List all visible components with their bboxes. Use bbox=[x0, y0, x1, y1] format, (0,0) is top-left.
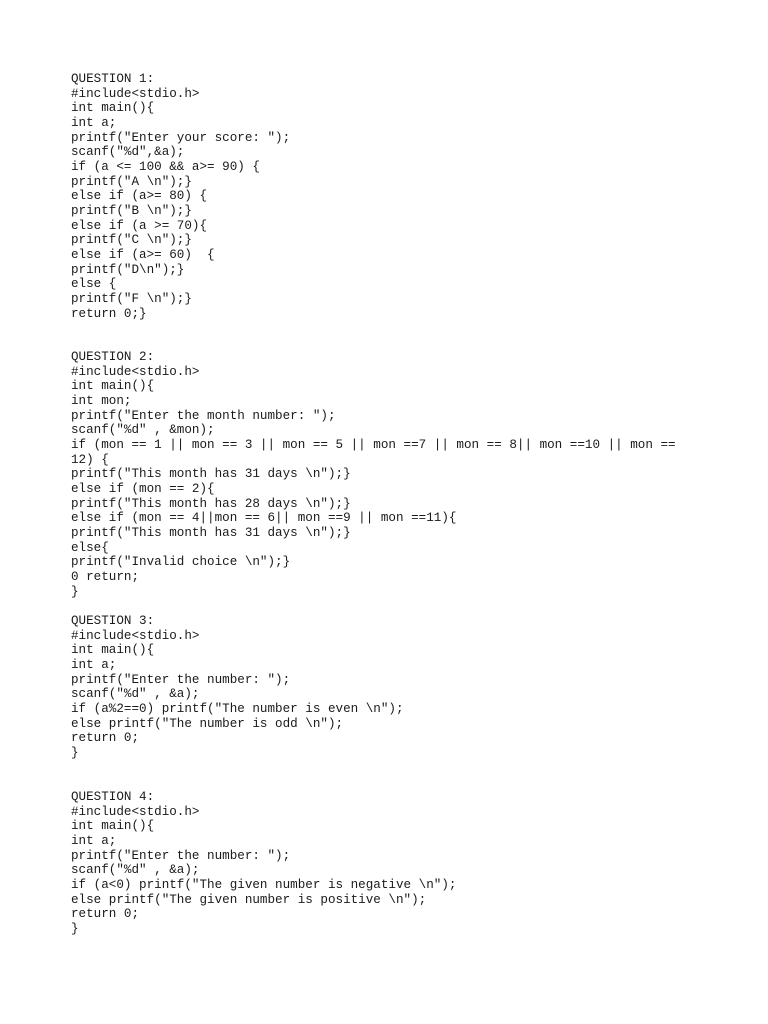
code-line: else if (a >= 70){ bbox=[71, 218, 208, 233]
code-line: int a; bbox=[71, 115, 117, 130]
code-line: int a; bbox=[71, 833, 117, 848]
question-heading: QUESTION 1: bbox=[71, 72, 155, 86]
code-line: int main(){ bbox=[71, 379, 155, 394]
code-line: else if (a>= 60) { bbox=[71, 247, 215, 262]
code-line: int main(){ bbox=[71, 101, 155, 116]
code-line: else printf("The given number is positive \n"); bbox=[71, 892, 427, 907]
code-line: scanf("%d" , &a); bbox=[71, 863, 200, 878]
code-line: printf("F \n");} bbox=[71, 291, 192, 306]
code-line: if (a<0) printf("The given number is negative \n"); bbox=[71, 877, 457, 892]
question-3-code-block bbox=[71, 614, 404, 761]
code-line: printf("Enter your score: "); bbox=[71, 130, 291, 145]
code-line: return 0;} bbox=[71, 306, 147, 321]
question-2-code-block bbox=[71, 350, 676, 599]
code-line: scanf("%d" , &mon); bbox=[71, 423, 215, 438]
code-line: int main(){ bbox=[71, 643, 155, 658]
question-heading: QUESTION 3: bbox=[71, 614, 155, 628]
code-line: printf("Enter the number: "); bbox=[71, 672, 291, 687]
code-line: else if (mon == 2){ bbox=[71, 481, 215, 496]
code-line: int a; bbox=[71, 657, 117, 672]
code-line: if (a <= 100 && a>= 90) { bbox=[71, 159, 260, 174]
code-line: else printf("The number is odd \n"); bbox=[71, 716, 344, 731]
code-line: printf("This month has 31 days \n");} bbox=[71, 525, 351, 540]
code-line: return 0; bbox=[71, 907, 140, 922]
code-line: scanf("%d" , &a); bbox=[71, 687, 200, 702]
code-line: printf("A \n");} bbox=[71, 174, 192, 189]
code-line: else if (a>= 80) { bbox=[71, 189, 208, 204]
code-line: #include<stdio.h> bbox=[71, 364, 200, 379]
code-line: #include<stdio.h> bbox=[71, 86, 200, 101]
code-line: return 0; bbox=[71, 731, 140, 746]
code-line: printf("C \n");} bbox=[71, 233, 192, 248]
code-line: printf("Enter the number: "); bbox=[71, 848, 291, 863]
code-line: #include<stdio.h> bbox=[71, 628, 200, 643]
code-line: printf("This month has 31 days \n");} bbox=[71, 467, 351, 482]
code-line: 0 return; bbox=[71, 569, 140, 584]
code-line: if (mon == 1 || mon == 3 || mon == 5 || mon ==7 || mon == 8|| mon ==10 || mon == bbox=[71, 437, 676, 452]
code-line: } bbox=[71, 745, 79, 760]
code-line: else { bbox=[71, 277, 117, 292]
code-line: else{ bbox=[71, 540, 109, 555]
code-line: int mon; bbox=[71, 393, 132, 408]
code-line: } bbox=[71, 584, 79, 599]
code-line: printf("This month has 28 days \n");} bbox=[71, 496, 351, 511]
code-line: if (a%2==0) printf("The number is even \n"); bbox=[71, 701, 404, 716]
code-line: } bbox=[71, 921, 79, 936]
question-4-code-block bbox=[71, 790, 456, 937]
code-line: printf("D\n");} bbox=[71, 262, 185, 277]
code-line: #include<stdio.h> bbox=[71, 804, 200, 819]
code-line: 12) { bbox=[71, 452, 109, 467]
code-line: printf("Invalid choice \n");} bbox=[71, 555, 291, 570]
code-line: else if (mon == 4||mon == 6|| mon ==9 || mon ==11){ bbox=[71, 511, 457, 526]
code-line: scanf("%d",&a); bbox=[71, 145, 185, 160]
question-heading: QUESTION 2: bbox=[71, 350, 155, 364]
code-line: int main(){ bbox=[71, 819, 155, 834]
question-1-code-block bbox=[71, 72, 290, 321]
code-line: printf("Enter the month number: "); bbox=[71, 408, 336, 423]
code-line: printf("B \n");} bbox=[71, 203, 192, 218]
question-heading: QUESTION 4: bbox=[71, 790, 155, 804]
